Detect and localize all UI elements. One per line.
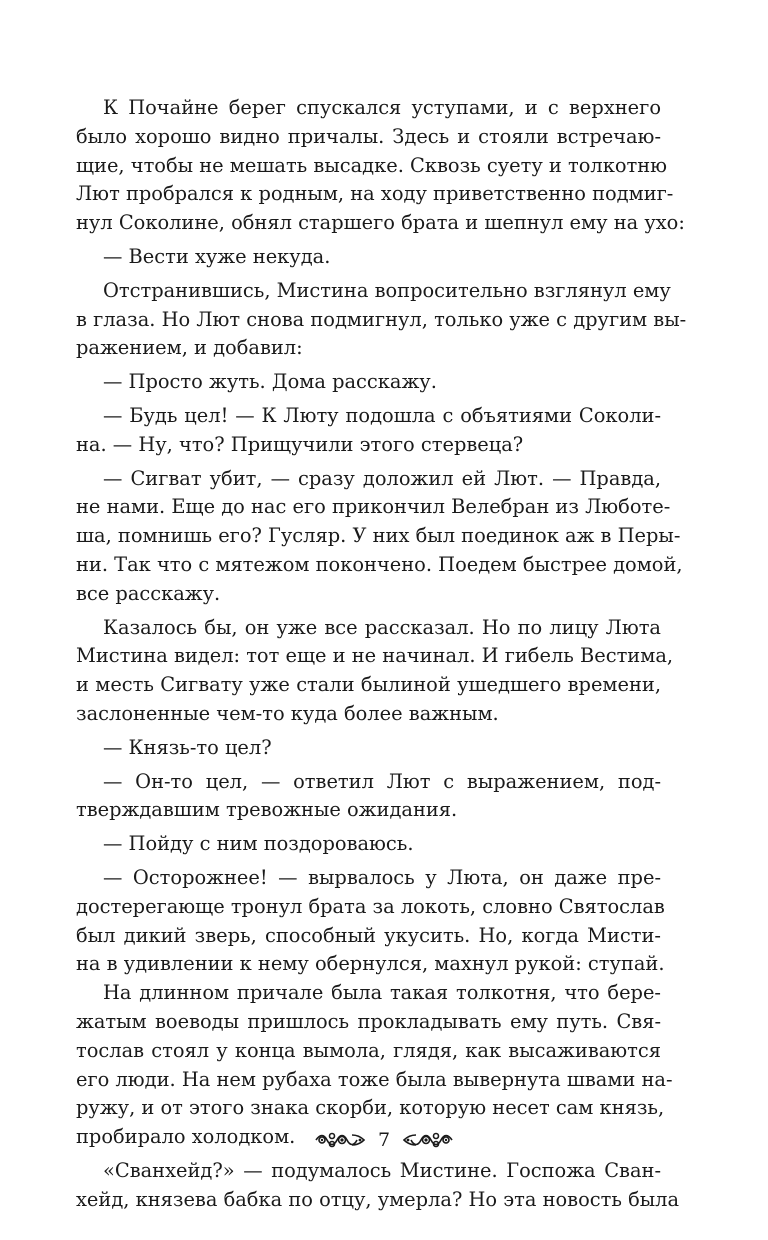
text-line: ружу, и от этого знака скорби, которую несет сам князь, [76, 1096, 665, 1120]
text-line: и месть Сигвату уже стали былиной ушедшего времени, [76, 673, 661, 697]
text-line: Казалось бы, он уже все рассказал. Но по лицу Люта [103, 615, 661, 639]
text-line: Мистина видел: тот еще и не начинал. И гибель Вестима, [76, 644, 674, 668]
text-line: на. — Ну, что? Прищучили этого стервеца? [76, 432, 524, 456]
text-line: жатым воеводы пришлось прокладывать ему путь. Свя- [76, 1009, 661, 1033]
text-line: ша, помнишь его? Гусляр. У них был поединок аж в Перы- [76, 524, 681, 548]
text-line: — Будь цел! — К Люту подошла с объятиями Соколи- [103, 403, 661, 427]
text-line: не нами. Еще до нас его прикончил Велебран из Люботе- [76, 495, 671, 519]
text-line: — Просто жуть. Дома расскажу. [103, 370, 437, 394]
text-line: было хорошо видно причалы. Здесь и стояли встречаю- [76, 124, 661, 148]
page-number: 7 [377, 1129, 391, 1151]
text-line: — Он-то цел, — ответил Лют с выражением, под- [103, 769, 661, 793]
ornament-right-icon [402, 1130, 454, 1150]
text-line: был дикий зверь, способный укусить. Но, когда Мисти- [76, 923, 661, 947]
text-line: Лют пробрался к родным, на ходу приветственно подмиг- [76, 182, 674, 206]
text-line: — Пойду с ним поздороваюсь. [103, 832, 414, 856]
text-line: все расскажу. [76, 581, 221, 605]
text-line: ражением, и добавил: [76, 336, 303, 360]
text-line: щие, чтобы не мешать высадке. Сквозь суету и толкотню [76, 153, 668, 177]
text-line: хейд, князева бабка по отцу, умерла? Но эта новость была [76, 1187, 680, 1211]
text-line: «Сванхейд?» — подумалось Мистине. Госпожа Сван- [103, 1158, 661, 1182]
text-line: достерегающе тронул брата за локоть, словно Святослав [76, 894, 665, 918]
text-line: — Князь-то цел? [103, 735, 272, 759]
text-line: в глаза. Но Лют снова подмигнул, только уже с другим вы- [76, 307, 687, 331]
text-line: пробирало холодком. [76, 1125, 296, 1149]
body-text [76, 94, 687, 1214]
text-line: заслоненные чем-то куда более важным. [76, 701, 499, 725]
text-line: Отстранившись, Мистина вопросительно взглянул ему [103, 278, 671, 302]
text-line: на в удивлении к нему обернулся, махнул рукой: ступай. [76, 952, 665, 976]
page-footer [0, 1125, 768, 1155]
text-line: — Сигват убит, — сразу доложил ей Лют. — Правда, [103, 466, 661, 490]
ornament-left-icon [314, 1130, 366, 1150]
text-line: тослав стоял у конца вымола, глядя, как высаживаются [76, 1038, 661, 1062]
text-line: — Осторожнее! — вырвалось у Люта, он даже пре- [103, 865, 661, 889]
text-line: его люди. На нем рубаха тоже была вывернута швами на- [76, 1067, 673, 1091]
text-line: К Почайне берег спускался уступами, и с верхнего [103, 96, 661, 119]
text-line: — Вести хуже некуда. [103, 244, 331, 268]
text-line: ни. Так что с мятежом покончено. Поедем быстрее домой, [76, 552, 683, 576]
text-line: тверждавшим тревожные ожидания. [76, 798, 458, 822]
text-line: нул Соколине, обнял старшего брата и шепнул ему на ухо: [76, 211, 685, 235]
text-line: На длинном причале была такая толкотня, что бере- [103, 981, 661, 1005]
